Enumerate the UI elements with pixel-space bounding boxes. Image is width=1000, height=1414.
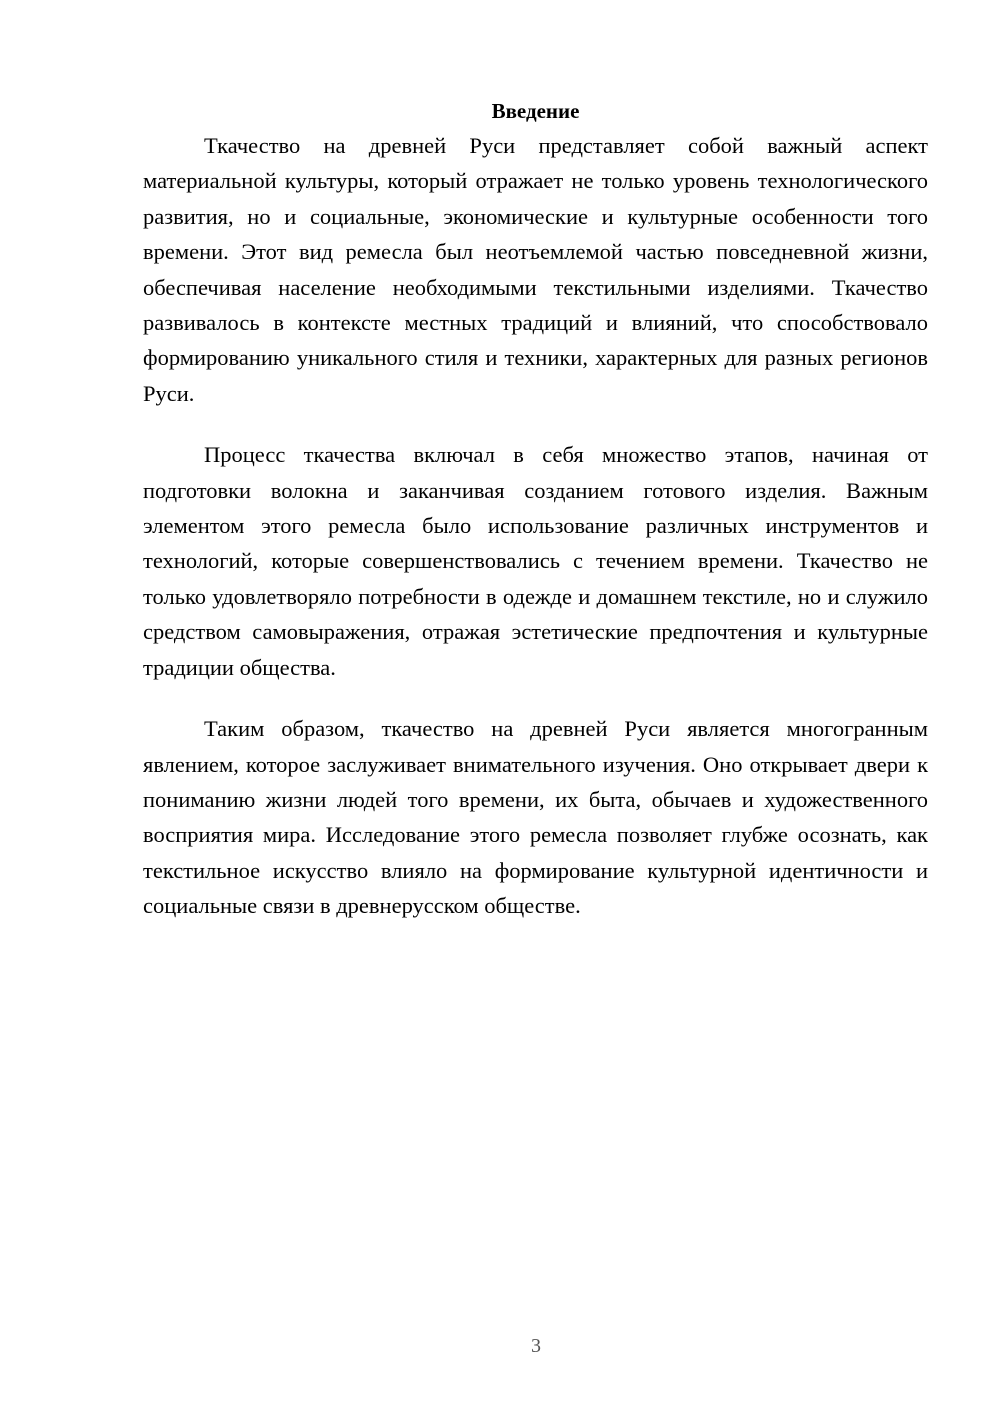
paragraph-2: Процесс ткачества включал в себя множество этапов, начиная от подготовки волокна и заканчивая созданием готового изделия. Важным элементом этого ремесла было использование различных инструментов и технологий, которые совершенствовались с течением времени. Ткачество не только удовлетворяло потребности в одежде и домашнем текстиле, но и служило средством самовыражения, отражая эстетические предпочтения и культурные традиции общества. bbox=[143, 442, 928, 680]
page-number: 3 bbox=[531, 1335, 541, 1357]
section-heading: Введение bbox=[491, 99, 580, 123]
page-content bbox=[143, 95, 928, 924]
paragraph-3: Таким образом, ткачество на древней Руси является многогранным явлением, которое заслуживает внимательного изучения. Оно открывает двери к пониманию жизни людей того времени, их быта, обычаев и художественного восприятия мира. Исследование этого ремесла позволяет глубже осознать, как текстильное искусство влияло на формирование культурной идентичности и социальные связи в древнерусском обществе. bbox=[143, 716, 928, 919]
paragraph-1: Ткачество на древней Руси представляет собой важный аспект материальной культуры, который отражает не только уровень технологического развития, но и социальные, экономические и культурные особенности того времени. Этот вид ремесла был неотъемлемой частью повседневной жизни, обеспечивая население необходимыми текстильными изделиями. Ткачество развивалось в контексте местных традиций и влияний, что способствовало формированию уникального стиля и техники, характерных для разных регионов Руси. bbox=[143, 133, 928, 406]
